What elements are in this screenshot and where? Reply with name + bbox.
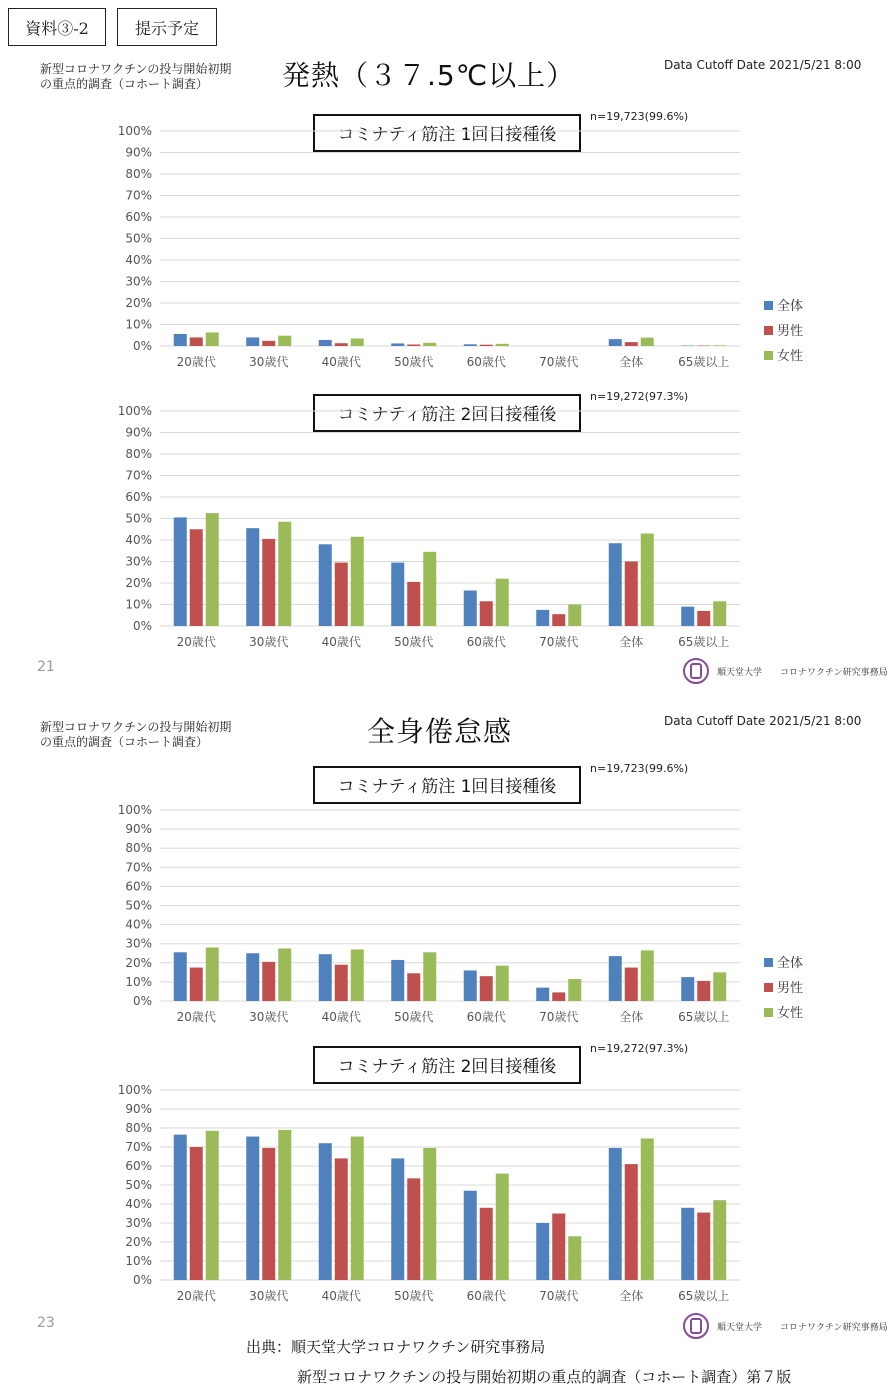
bar-overall (319, 544, 332, 626)
bar-female (206, 513, 219, 626)
bar-overall (174, 952, 187, 1001)
bar-male (697, 1213, 710, 1280)
y-tick-label: 100% (117, 1083, 152, 1097)
x-tick-label: 40歳代 (321, 1289, 361, 1303)
bar-overall (246, 528, 259, 626)
y-tick-label: 60% (125, 490, 152, 504)
y-tick-label: 20% (125, 1235, 152, 1249)
y-tick-label: 10% (125, 1254, 152, 1268)
bar-male (407, 344, 420, 346)
survey-name-2 (40, 720, 231, 750)
y-tick-label: 20% (125, 296, 152, 310)
bar-male (262, 539, 275, 626)
y-tick-label: 80% (125, 447, 152, 461)
bar-female (423, 343, 436, 346)
x-tick-label: 全体 (619, 1010, 644, 1024)
x-tick-label: 40歳代 (321, 635, 361, 649)
document-label-text: 資料③-2 (25, 18, 89, 38)
y-tick-label: 100% (117, 404, 152, 418)
bar-overall (319, 954, 332, 1001)
x-tick-label: 全体 (619, 355, 644, 369)
y-tick-label: 40% (125, 533, 152, 547)
x-tick-label: 全体 (619, 1289, 644, 1303)
survey-name-line1: 新型コロナワクチンの投与開始初期 (40, 62, 232, 76)
sample-size-label: n=19,723(99.6%) (590, 110, 689, 123)
y-tick-label: 60% (125, 879, 152, 894)
chart-fever-dose2 (0, 380, 893, 655)
y-tick-label: 30% (125, 554, 152, 569)
bar-male (335, 965, 348, 1001)
legend-swatch-overall (764, 301, 773, 310)
sample-size-label: n=19,272(97.3%) (590, 390, 689, 403)
bar-male (407, 582, 420, 626)
bar-male (262, 341, 275, 346)
x-tick-label: 40歳代 (321, 355, 361, 369)
bar-male (335, 563, 348, 626)
bar-male (407, 973, 420, 1001)
y-tick-label: 10% (125, 597, 152, 612)
y-tick-label: 100% (117, 803, 152, 817)
y-tick-label: 0% (132, 994, 152, 1008)
x-tick-label: 50歳代 (394, 355, 434, 369)
bar-female (351, 338, 364, 346)
y-tick-label: 40% (125, 917, 152, 932)
legend-label-male: 男性 (777, 324, 804, 339)
bar-female (496, 966, 509, 1001)
y-tick-label: 70% (125, 1140, 152, 1154)
bar-male (190, 1147, 203, 1280)
university-mark-1 (683, 658, 888, 684)
x-tick-label: 70歳代 (539, 1010, 579, 1024)
x-tick-label: 30歳代 (249, 355, 289, 369)
university-name: 順天堂大学 (717, 667, 763, 678)
legend-swatch-male (764, 326, 773, 335)
y-tick-label: 50% (125, 231, 152, 246)
bar-overall (319, 340, 332, 346)
bar-male (625, 342, 638, 346)
bar-female (423, 552, 436, 626)
university-mark-2 (683, 1313, 888, 1339)
bar-female (496, 1174, 509, 1280)
x-tick-label: 20歳代 (176, 1010, 216, 1024)
y-tick-label: 70% (125, 860, 152, 875)
y-tick-label: 70% (125, 468, 152, 483)
y-tick-label: 20% (125, 955, 152, 970)
y-tick-label: 90% (125, 1102, 152, 1116)
x-tick-label: 50歳代 (394, 635, 434, 649)
bar-female (351, 1137, 364, 1280)
bar-overall (536, 610, 549, 626)
source-citation: 出典：順天堂大学コロナワクチン研究事務局 (246, 1338, 546, 1356)
bar-female (568, 979, 581, 1001)
y-tick-label: 40% (125, 1197, 152, 1211)
bar-male (480, 1208, 493, 1280)
status-label-text: 提示予定 (134, 18, 199, 38)
x-tick-label: 60歳代 (466, 635, 506, 649)
survey-name-line2: の重点的調査（コホート調査） (40, 77, 209, 91)
bar-female (713, 345, 726, 346)
bar-male (552, 614, 565, 626)
y-tick-label: 90% (125, 822, 152, 837)
bar-female (568, 605, 581, 627)
bar-male (625, 1164, 638, 1280)
bar-male (262, 962, 275, 1001)
bar-female (641, 950, 654, 1001)
x-tick-label: 40歳代 (321, 1010, 361, 1024)
university-logo-icon (683, 658, 709, 684)
bar-male (480, 976, 493, 1001)
bar-female (206, 1131, 219, 1280)
x-tick-label: 20歳代 (176, 635, 216, 649)
bar-female (641, 534, 654, 626)
bar-female (278, 336, 291, 346)
bar-overall (464, 970, 477, 1001)
y-tick-label: 0% (132, 339, 152, 353)
bar-overall (464, 591, 477, 626)
x-tick-label: 60歳代 (466, 355, 506, 369)
y-tick-label: 80% (125, 167, 152, 181)
chart-fatigue-dose1 (0, 755, 893, 1025)
bar-overall (609, 339, 622, 346)
legend-label-overall: 全体 (777, 299, 804, 314)
slide-number-1: 21 (37, 659, 55, 675)
status-label (117, 8, 217, 46)
bar-female (351, 949, 364, 1001)
y-tick-label: 70% (125, 188, 152, 203)
bar-male (552, 1214, 565, 1281)
bar-male (262, 1148, 275, 1280)
slide-title-fatigue: 全身倦怠感 (367, 715, 513, 748)
bar-overall (391, 1158, 404, 1280)
university-logo-icon (683, 1313, 709, 1339)
y-tick-label: 10% (125, 974, 152, 989)
x-tick-label: 70歳代 (539, 355, 579, 369)
legend-label-female: 女性 (777, 349, 804, 364)
legend-swatch-female (764, 1008, 773, 1017)
bar-overall (246, 1137, 259, 1280)
bar-male (190, 337, 203, 346)
bar-overall (319, 1143, 332, 1280)
y-tick-label: 10% (125, 317, 152, 332)
bar-female (278, 948, 291, 1001)
x-tick-label: 70歳代 (539, 635, 579, 649)
bar-female (423, 1148, 436, 1280)
x-tick-label: 60歳代 (466, 1289, 506, 1303)
chart-fatigue-dose2 (0, 1035, 893, 1310)
legend-swatch-overall (764, 958, 773, 967)
bar-overall (464, 344, 477, 346)
sample-size-label: n=19,272(97.3%) (590, 1042, 689, 1055)
x-tick-label: 65歳以上 (678, 635, 730, 649)
bar-female (423, 952, 436, 1001)
y-tick-label: 100% (117, 124, 152, 138)
bar-overall (174, 334, 187, 346)
bar-overall (464, 1191, 477, 1280)
x-tick-label: 20歳代 (176, 355, 216, 369)
legend-label-female: 女性 (777, 1006, 804, 1021)
bar-male (552, 992, 565, 1001)
chart-title: コミナティ筋注 1回目接種後 (337, 125, 557, 145)
x-tick-label: 50歳代 (394, 1010, 434, 1024)
x-tick-label: 20歳代 (176, 1289, 216, 1303)
legend-swatch-male (764, 983, 773, 992)
legend-label-overall: 全体 (777, 956, 804, 971)
bar-overall (681, 1208, 694, 1280)
bar-overall (609, 543, 622, 626)
bar-overall (681, 607, 694, 626)
bar-female (713, 601, 726, 626)
bar-male (697, 611, 710, 626)
y-tick-label: 30% (125, 1216, 152, 1230)
bar-overall (609, 956, 622, 1001)
y-tick-label: 50% (125, 511, 152, 526)
y-tick-label: 60% (125, 210, 152, 224)
bar-overall (536, 988, 549, 1001)
y-tick-label: 0% (132, 619, 152, 633)
bar-male (625, 968, 638, 1001)
slide-title-fever: 発熱（３７.5℃以上） (282, 59, 576, 92)
chart-title: コミナティ筋注 2回目接種後 (337, 1057, 557, 1077)
bar-overall (246, 953, 259, 1001)
x-tick-label: 65歳以上 (678, 355, 730, 369)
university-name: 順天堂大学 (717, 1322, 763, 1333)
x-tick-label: 70歳代 (539, 1289, 579, 1303)
y-tick-label: 30% (125, 936, 152, 951)
bar-male (335, 343, 348, 346)
chart-title: コミナティ筋注 1回目接種後 (337, 777, 557, 797)
y-tick-label: 30% (125, 274, 152, 289)
bar-male (190, 968, 203, 1001)
x-tick-label: 65歳以上 (678, 1289, 730, 1303)
bar-female (496, 344, 509, 346)
bar-overall (391, 343, 404, 346)
legend-label-male: 男性 (777, 981, 804, 996)
x-tick-label: 全体 (619, 635, 644, 649)
x-tick-label: 60歳代 (466, 1010, 506, 1024)
y-tick-label: 80% (125, 841, 152, 856)
bar-male (407, 1178, 420, 1280)
x-tick-label: 30歳代 (249, 1010, 289, 1024)
y-tick-label: 90% (125, 425, 152, 440)
y-tick-label: 60% (125, 1159, 152, 1173)
chart-fever-dose1 (0, 100, 893, 370)
slide-number-2: 23 (37, 1315, 55, 1331)
bar-overall (246, 337, 259, 346)
bar-female (713, 1200, 726, 1280)
bar-male (480, 601, 493, 626)
bar-overall (609, 1148, 622, 1280)
bar-female (206, 948, 219, 1001)
bar-female (351, 537, 364, 626)
survey-name-line2: の重点的調査（コホート調査） (40, 735, 209, 749)
bar-female (641, 338, 654, 346)
bar-male (625, 562, 638, 627)
y-tick-label: 50% (125, 898, 152, 913)
bar-female (278, 522, 291, 626)
bar-overall (174, 1135, 187, 1280)
y-tick-label: 40% (125, 253, 152, 267)
survey-citation: 新型コロナワクチンの投与開始初期の重点的調査（コホート調査）第７版 (297, 1368, 792, 1386)
bar-male (697, 981, 710, 1001)
survey-name-line1: 新型コロナワクチンの投与開始初期 (40, 720, 232, 734)
bar-overall (391, 563, 404, 626)
bar-female (278, 1130, 291, 1280)
bar-female (496, 579, 509, 626)
chart-title: コミナティ筋注 2回目接種後 (337, 405, 557, 425)
data-cutoff-2: Data Cutoff Date 2021/5/21 8:00 (664, 714, 862, 728)
y-tick-label: 0% (132, 1273, 152, 1287)
bar-overall (681, 977, 694, 1001)
x-tick-label: 30歳代 (249, 635, 289, 649)
legend-swatch-female (764, 351, 773, 360)
survey-name-1 (40, 62, 231, 92)
x-tick-label: 50歳代 (394, 1289, 434, 1303)
bar-overall (391, 960, 404, 1001)
bar-male (480, 345, 493, 346)
office-name: コロナワクチン研究事務局 (780, 1322, 888, 1333)
x-tick-label: 65歳以上 (678, 1010, 730, 1024)
office-name: コロナワクチン研究事務局 (780, 667, 888, 678)
bar-female (206, 332, 219, 346)
sample-size-label: n=19,723(99.6%) (590, 762, 689, 775)
y-tick-label: 90% (125, 145, 152, 160)
document-label (8, 8, 106, 46)
y-tick-label: 80% (125, 1121, 152, 1135)
bar-female (641, 1138, 654, 1280)
y-tick-label: 50% (125, 1178, 152, 1192)
bar-male (190, 529, 203, 626)
data-cutoff-1: Data Cutoff Date 2021/5/21 8:00 (664, 58, 862, 72)
x-tick-label: 30歳代 (249, 1289, 289, 1303)
bar-female (713, 972, 726, 1001)
bar-female (568, 1236, 581, 1280)
bar-overall (536, 1223, 549, 1280)
bar-male (335, 1158, 348, 1280)
bar-overall (174, 517, 187, 626)
y-tick-label: 20% (125, 576, 152, 590)
